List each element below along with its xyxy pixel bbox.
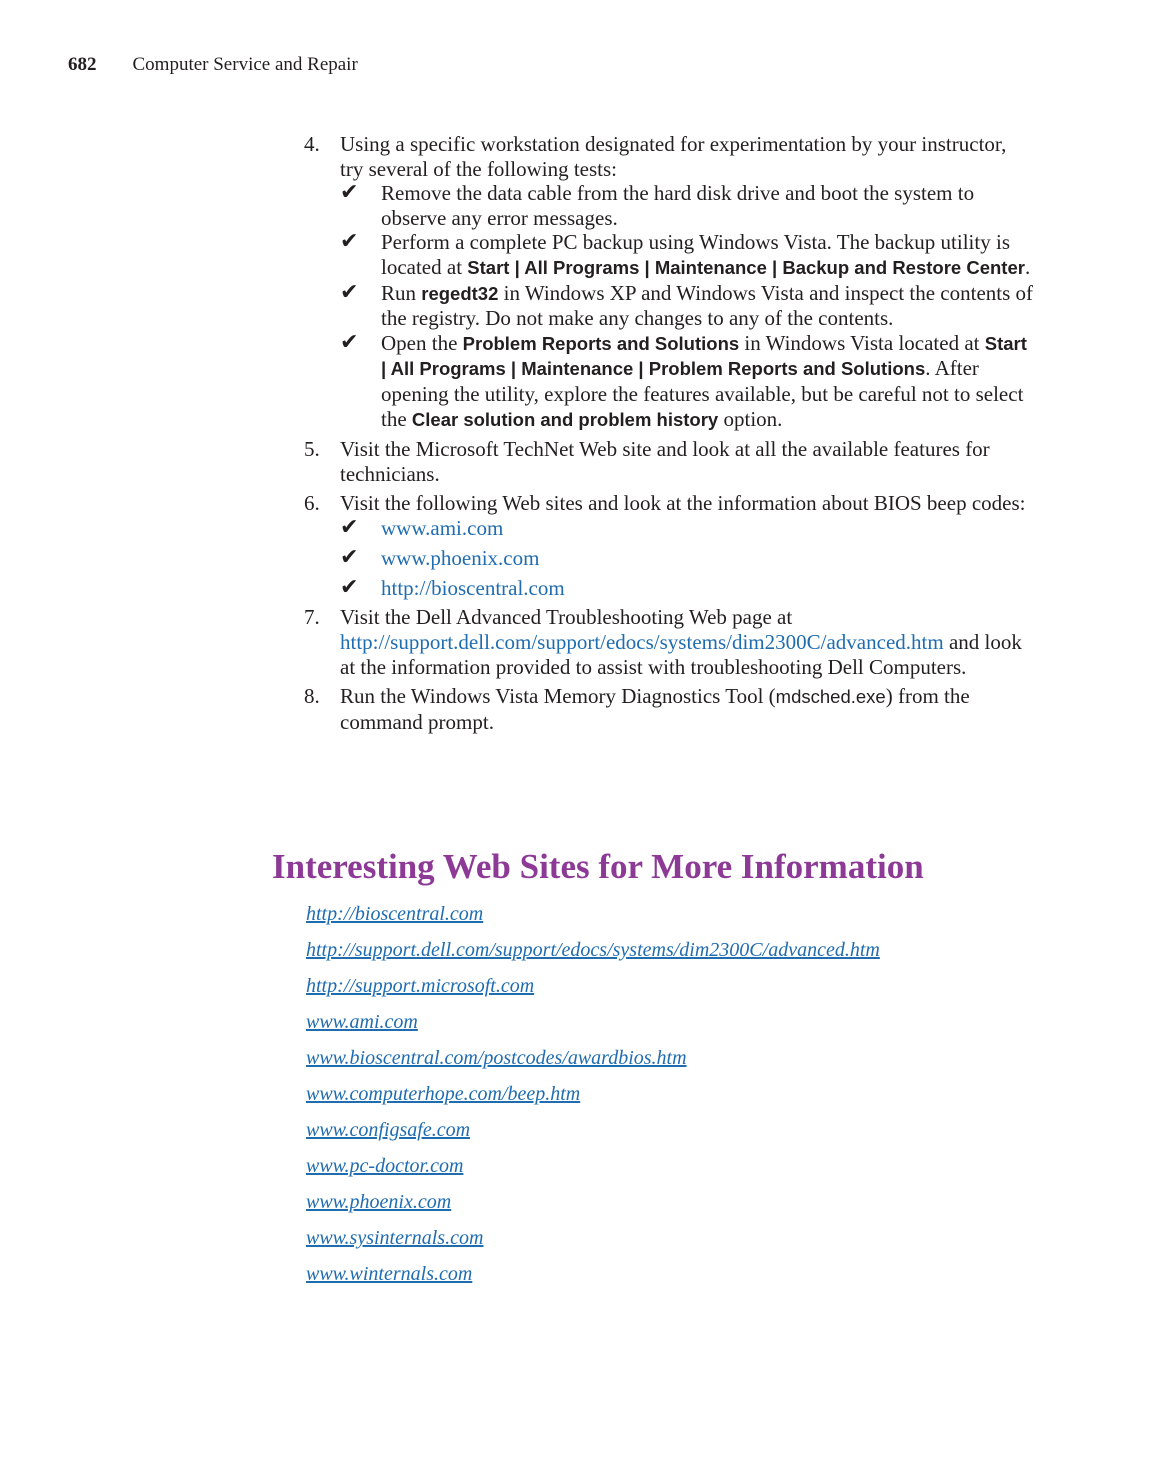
checklist-item: ✔ Remove the data cable from the hard disk drive and boot the system to observe any error messages. (340, 180, 975, 230)
bioscentral-link[interactable]: http://bioscentral.com (381, 575, 565, 600)
page-number: 682 (68, 54, 97, 75)
checklist-item (340, 516, 1034, 541)
check-mark-icon: ✔ (340, 514, 359, 540)
running-head (68, 52, 358, 78)
command-name: mdsched.exe (775, 686, 886, 708)
list-item (306, 1080, 880, 1116)
checklist-item: ✔ Open the Problem Reports and Solutions in Windows Vista located at Start | All Programs | Maintenance | Problem Reports and Solutions. After opening the utility, explore the features available, but be careful not to select the Clear solution and problem history option. (340, 329, 1027, 431)
web-site-link[interactable]: http://support.dell.com/support/edocs/systems/dim2300C/advanced.htm (306, 939, 880, 961)
checklist-item (340, 576, 1034, 601)
check-mark-icon: ✔ (340, 279, 359, 305)
section-title: Interesting Web Sites for More Information (272, 847, 924, 886)
checklist-item: ✔ Run regedt32 in Windows XP and Windows Vista and inspect the contents of the registry. Do not make any changes to any of the contents. (340, 279, 1034, 331)
step-number: 5. (304, 437, 320, 462)
step-text: Run the Windows Vista Memory Diagnostics Tool (mdsched.exe) from the command prompt. (340, 684, 970, 734)
list-item (306, 972, 880, 1008)
web-site-link[interactable]: www.bioscentral.com/postcodes/awardbios.htm (306, 1047, 687, 1069)
step-text: Visit the Microsoft TechNet Web site and look at all the available features for technicians. (340, 437, 990, 486)
step-number: 6. (304, 491, 320, 516)
step-4 (304, 132, 1034, 432)
web-site-link[interactable]: www.ami.com (306, 1011, 418, 1033)
web-sites-list (306, 900, 880, 1296)
menu-path: Start | All Programs | Maintenance | Backup and Restore Center (467, 256, 1025, 278)
list-item (306, 1008, 880, 1044)
step-number: 4. (304, 132, 320, 156)
checklist-item (340, 546, 1034, 571)
dell-support-link[interactable]: http://support.dell.com/support/edocs/systems/dim2300C/advanced.htm (340, 630, 944, 655)
ami-link[interactable]: www.ami.com (381, 515, 504, 540)
activity-steps (304, 132, 1034, 734)
list-item (306, 900, 880, 936)
web-site-link[interactable]: www.pc-doctor.com (306, 1155, 464, 1177)
option-name: Clear solution and problem history (411, 408, 719, 430)
list-item (306, 1224, 880, 1260)
web-site-link[interactable]: www.configsafe.com (306, 1119, 471, 1141)
step-number: 8. (304, 684, 320, 709)
list-item (306, 1188, 880, 1224)
web-site-link[interactable]: www.winternals.com (306, 1263, 473, 1285)
list-item (306, 1044, 880, 1080)
check-mark-icon: ✔ (340, 544, 359, 570)
step-text: Visit the Dell Advanced Troubleshooting Web page at http://support.dell.com/support/edocs/systems/dim2300C/advanced.htm and look at the information provided to assist with troubleshooting Dell Computers. (340, 605, 1022, 679)
book-title: Computer Service and Repair (132, 54, 358, 75)
check-mark-icon: ✔ (340, 574, 359, 600)
command-name: regedt32 (421, 282, 499, 304)
web-site-link[interactable]: www.sysinternals.com (306, 1227, 484, 1249)
phoenix-link[interactable]: www.phoenix.com (381, 545, 540, 570)
list-item (306, 936, 880, 972)
checklist-item: ✔ Perform a complete PC backup using Windows Vista. The backup utility is located at Start | All Programs | Maintenance | Backup and Restore Center. (340, 229, 1031, 279)
step-7 (304, 605, 1034, 679)
web-site-link[interactable]: http://bioscentral.com (306, 903, 484, 925)
step-number: 7. (304, 605, 320, 630)
list-item (306, 1152, 880, 1188)
web-site-link[interactable]: www.phoenix.com (306, 1191, 452, 1213)
bios-sites-list (340, 516, 1034, 601)
check-mark-icon: ✔ (340, 329, 359, 355)
step-6 (304, 491, 1034, 600)
check-mark-icon: ✔ (340, 229, 359, 255)
tool-name: Problem Reports and Solutions (462, 332, 740, 354)
check-mark-icon: ✔ (340, 180, 359, 206)
web-site-link[interactable]: http://support.microsoft.com (306, 975, 535, 997)
step-text: Visit the following Web sites and look at the information about BIOS beep codes: (340, 491, 1026, 516)
test-checklist (340, 181, 1034, 432)
list-item (306, 1116, 880, 1152)
menu-path: Start | All Programs | Maintenance | Problem Reports and Solutions (381, 332, 1027, 380)
step-8 (304, 684, 1034, 734)
step-5 (304, 437, 1034, 486)
list-item (306, 1260, 880, 1296)
step-intro: Using a specific workstation designated for experimentation by your instructor, try several of the following tests: (340, 132, 1007, 181)
web-site-link[interactable]: www.computerhope.com/beep.htm (306, 1083, 581, 1105)
